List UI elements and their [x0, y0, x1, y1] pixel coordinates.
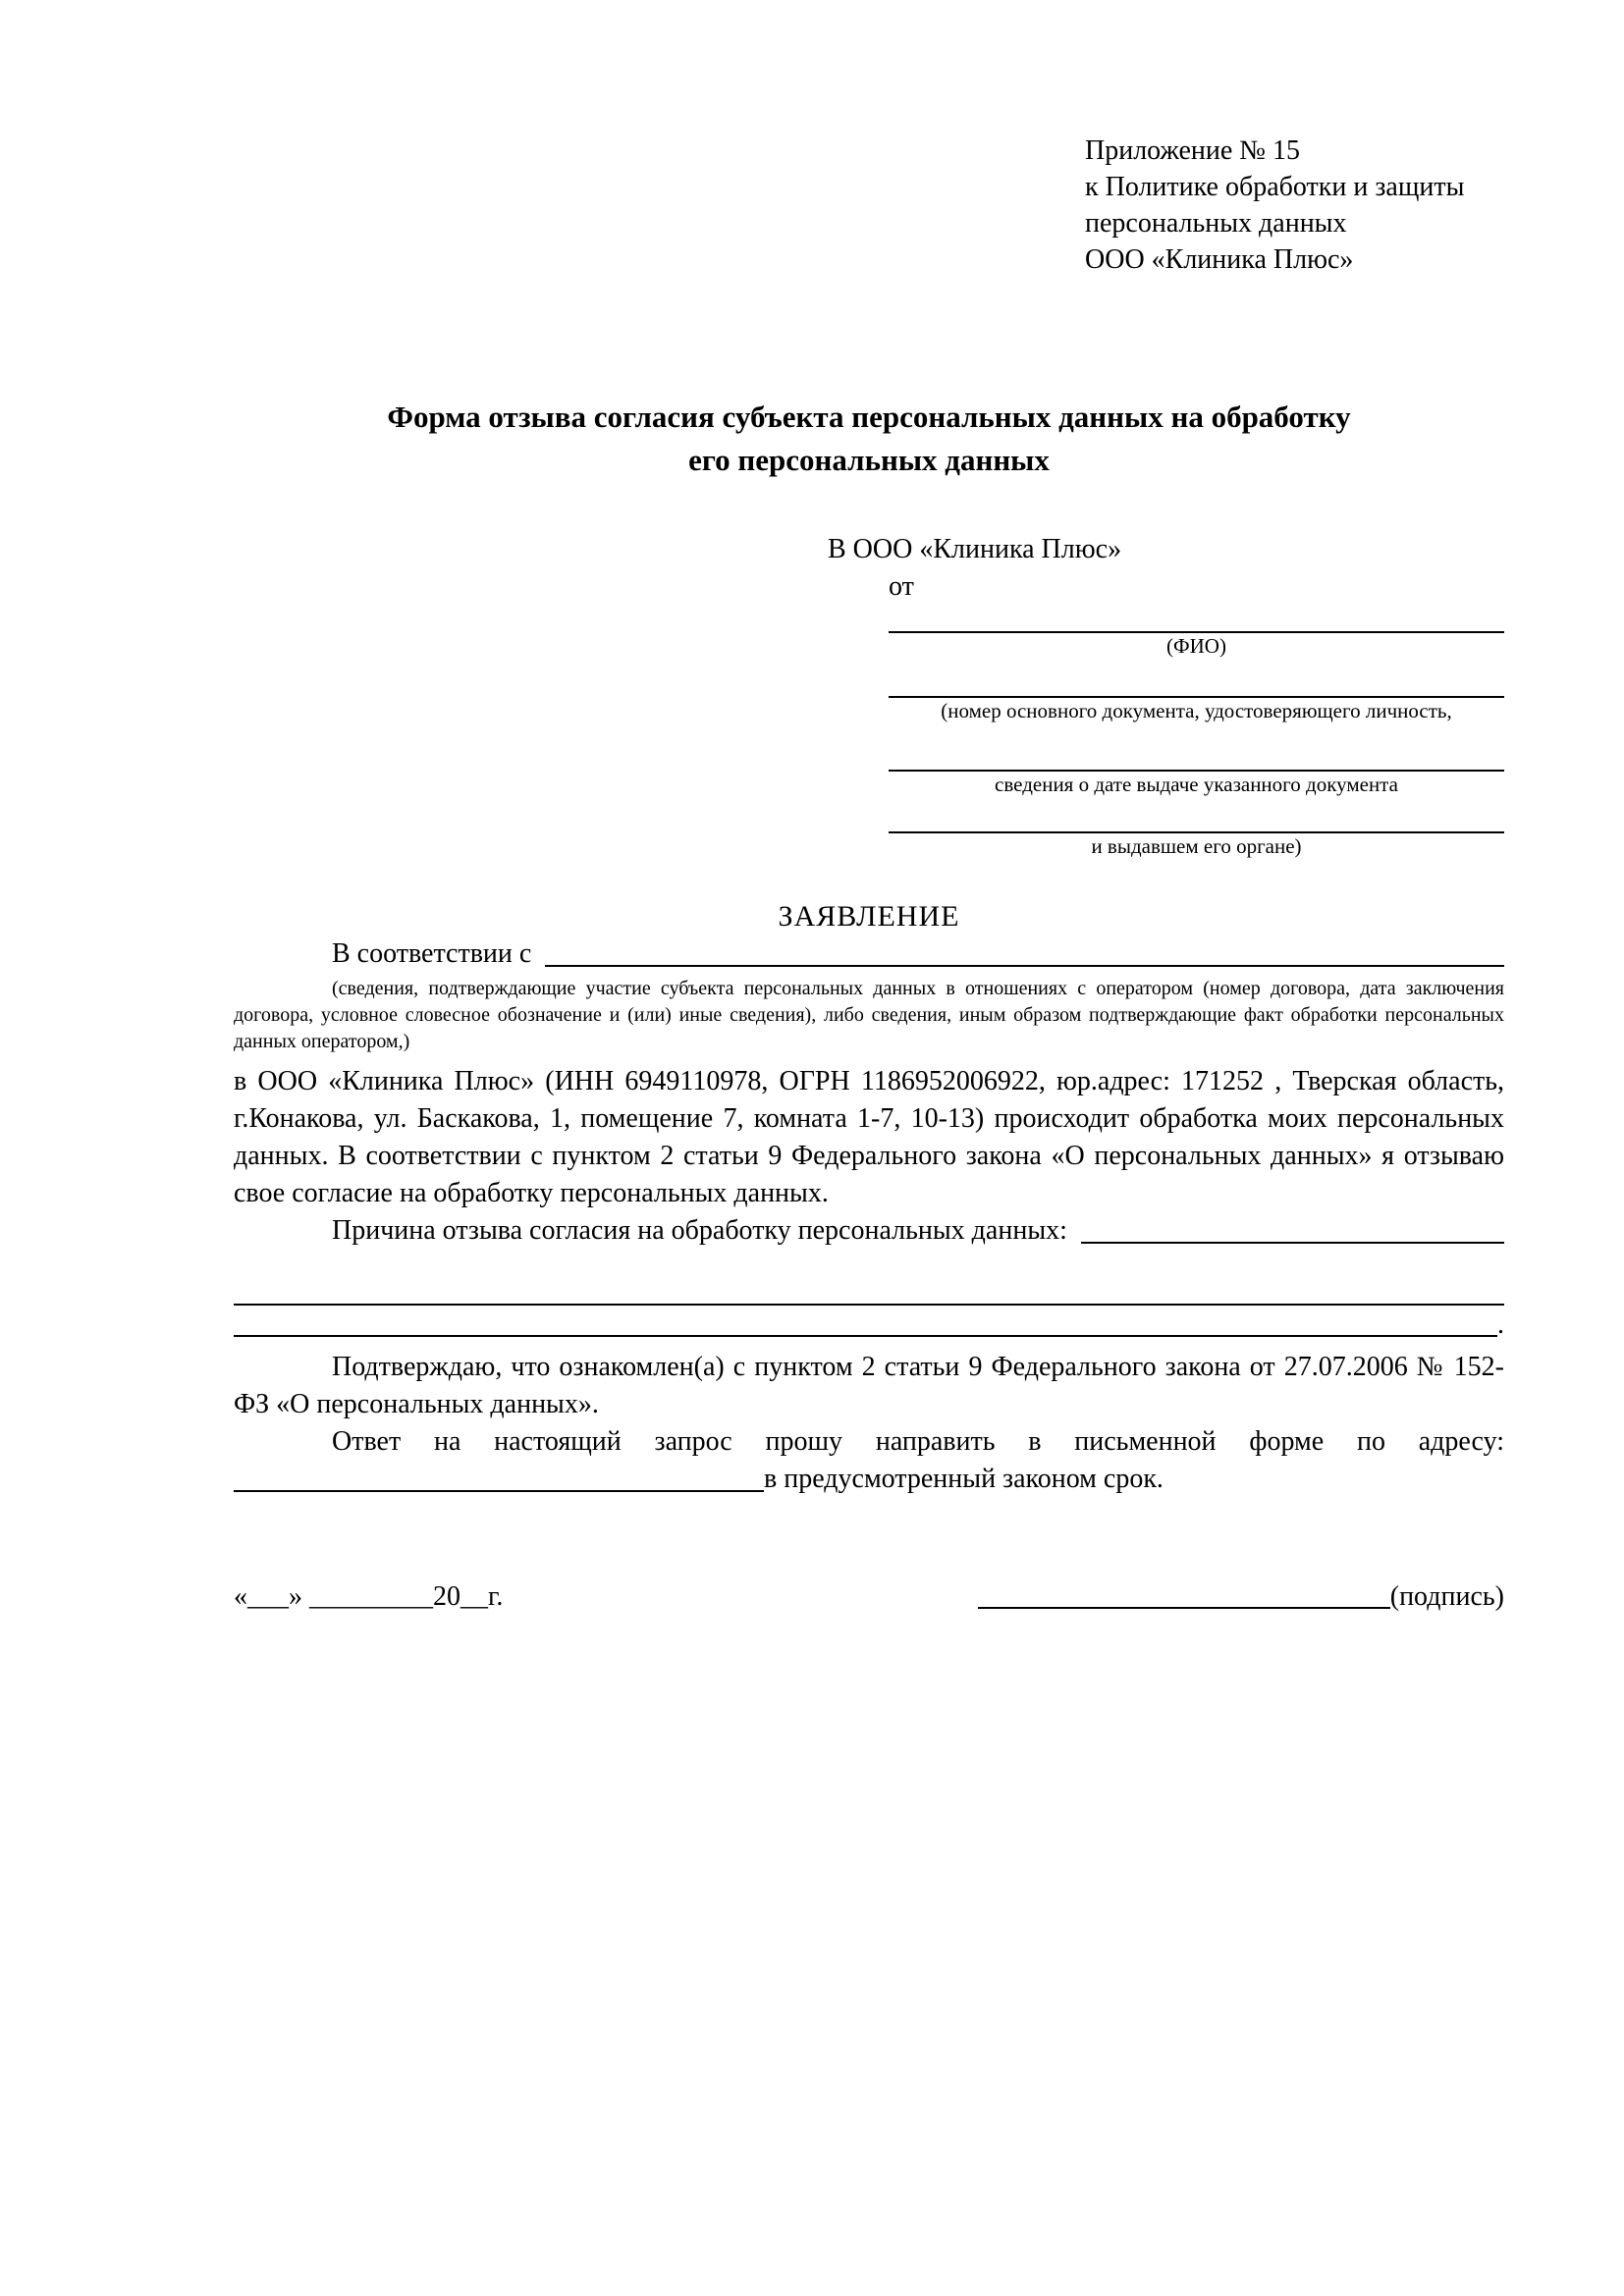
document-title — [234, 396, 1504, 482]
appendix-note-line: Приложение № 15 — [1085, 135, 1300, 166]
statement-heading: ЗАЯВЛЕНИЕ — [778, 900, 960, 933]
document-title-line2: его персональных данных — [688, 443, 1050, 477]
addressee-to: В ООО «Клиника Плюс» — [828, 534, 1122, 564]
statement-body-paragraph: в ООО «Клиника Плюс» (ИНН 6949110978, ОГРН 1186952006922, юр.адрес: 171252 , Тверская область, г.Конакова, ул. Баскакова, 1, помещение 7, комната 1-7, 10-13) происходит обработка моих персональных данных. В соответствии с пунктом 2 статьи 9 Федерального закона «О персональных данных» я отзываю свое согласие на обработку персональных данных. — [234, 1066, 1504, 1208]
document-number-caption: (номер основного документа, удостоверяющего личность, — [941, 699, 1452, 722]
blank-line-terminator: . — [1497, 1309, 1504, 1340]
issuing-authority-blank-line — [889, 797, 1504, 833]
appendix-note-line: персональных данных — [1085, 208, 1347, 239]
signature-caption: (подпись) — [1389, 1581, 1504, 1612]
reason-blank-line-2-rule — [234, 1335, 1497, 1337]
issue-date-blank-line — [889, 723, 1504, 772]
in-accordance-blank-line — [545, 965, 1504, 967]
appendix-note — [1085, 133, 1504, 278]
addressee-from-label: от — [889, 571, 914, 602]
document-number-blank-line — [889, 659, 1504, 698]
reason-continuation-blank-line-1 — [234, 1250, 1504, 1306]
confirmation-paragraph: Подтверждаю, что ознакомлен(а) с пунктом 2 статьи 9 Федерального закона от 27.07.2006 № 152-ФЗ «О персональных данных». — [234, 1352, 1504, 1419]
issue-date-caption: сведения о дате выдаче указанного документа — [995, 773, 1398, 796]
reason-blank-line — [1081, 1242, 1504, 1244]
document-title-line1: Форма отзыва согласия субъекта персональных данных на обработку — [387, 400, 1351, 434]
signature-blank-line — [978, 1607, 1390, 1609]
in-accordance-label: В соответствии с — [332, 938, 532, 969]
appendix-note-line: ООО «Клиника Плюс» — [1085, 244, 1354, 275]
fio-blank-line — [889, 606, 1504, 633]
fio-caption: (ФИО) — [1166, 634, 1226, 658]
addressee-block — [828, 531, 1504, 859]
issuing-authority-caption: и выдавшем его органе) — [1091, 834, 1302, 858]
signature-group — [978, 1578, 1504, 1616]
appendix-note-line: к Политике обработки и защиты — [1085, 172, 1465, 202]
reply-deadline-text: в предусмотренный законом срок. — [764, 1464, 1164, 1494]
reason-label: Причина отзыва согласия на обработку персональных данных: — [332, 1215, 1067, 1246]
intro-fine-print: (сведения, подтверждающие участие субъекта персональных данных в отношениях с оператором (номер договора, дата заключения договора, условное словесное обозначение и (или) иные сведения), либо сведения, иным образом подтверждающие факт обработки персональных данных оператором,) — [234, 978, 1504, 1052]
reason-row — [234, 1212, 1504, 1250]
reply-request-line: Ответ на настоящий запрос прошу направить в письменной форме по адресу: — [332, 1426, 1504, 1457]
reply-address-blank-line — [234, 1490, 764, 1492]
in-accordance-row — [234, 935, 1504, 973]
date-fill-in: «___» _________20__г. — [234, 1581, 504, 1612]
date-signature-row — [234, 1578, 1504, 1616]
reply-address-row — [234, 1461, 1504, 1498]
reason-continuation-blank-line-2 — [234, 1306, 1504, 1345]
